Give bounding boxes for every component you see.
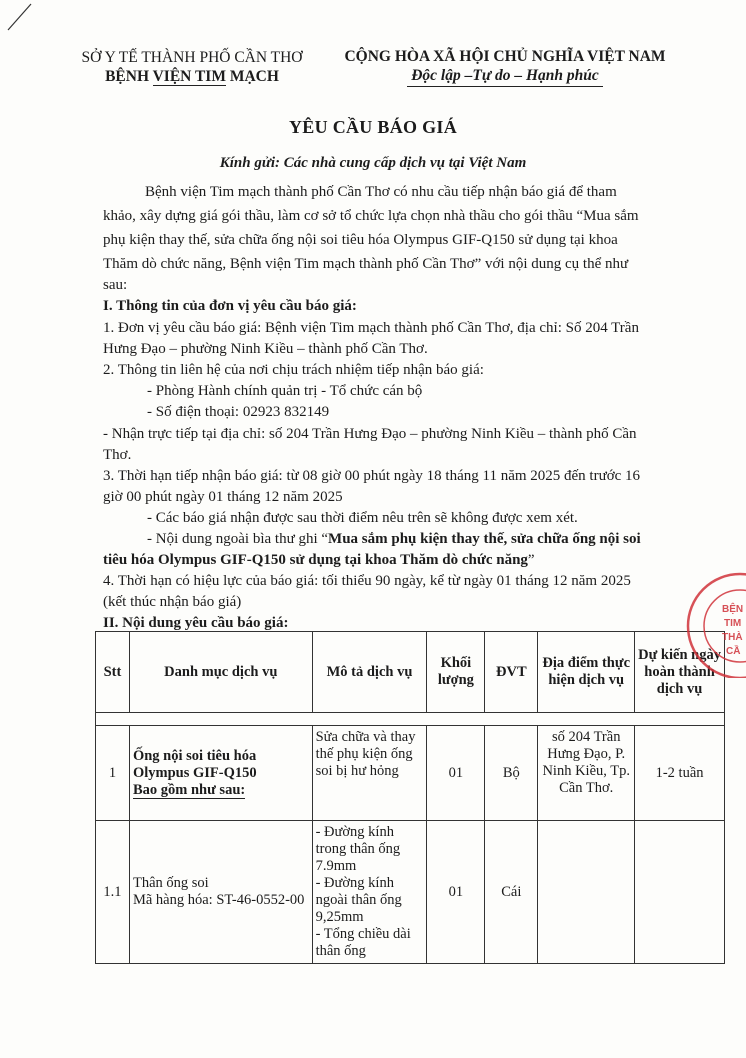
- item-1: 1. Đơn vị yêu cầu báo giá: Bệnh viện Tim mạch thành phố Cần Thơ, địa chỉ: Số 204 Trần: [103, 320, 639, 336]
- row-quantity: 01: [427, 821, 485, 964]
- row-location: [538, 821, 635, 964]
- table-header-row: [96, 632, 725, 713]
- item-3-envelope-note: - Nội dung ngoài bìa thư ghi “Mua sắm phụ kiện thay thế, sửa chữa ống nội soi: [147, 531, 641, 547]
- item-2: 2. Thông tin liên hệ của nơi chịu trách nhiệm tiếp nhận báo giá:: [103, 362, 484, 378]
- direct-delivery: - Nhận trực tiếp tại địa chỉ: số 204 Trần Hưng Đạo – phường Ninh Kiều – thành phố Cần: [103, 426, 637, 442]
- row-stt: 1.1: [96, 821, 130, 964]
- column-header: Danh mục dịch vụ: [129, 632, 312, 713]
- intro-line: khảo, xây dựng giá gói thầu, làm cơ sở tổ chức lựa chọn nhà thầu cho gói thầu “Mua sắm: [103, 208, 639, 224]
- column-header: Mô tả dịch vụ: [312, 632, 427, 713]
- row-unit: Cái: [485, 821, 538, 964]
- red-seal-stamp: [682, 568, 746, 678]
- column-header: Stt: [96, 632, 130, 713]
- item-2-phone: - Số điện thoại: 02923 832149: [147, 404, 330, 420]
- item-4: (kết thúc nhận báo giá): [103, 594, 242, 610]
- column-header: Dự kiến ngày hoàn thành dịch vụ: [635, 632, 725, 713]
- svg-text:BỆN: BỆN: [722, 604, 744, 615]
- intro-line: Bệnh viện Tim mạch thành phố Cần Thơ có nhu cầu tiếp nhận báo giá để tham: [145, 184, 617, 200]
- department-name: SỞ Y TẾ THÀNH PHỐ CẦN THƠ: [81, 49, 303, 66]
- row-duration: [635, 821, 725, 964]
- item-3-envelope-note: tiêu hóa Olympus GIF-Q150 sử dụng tại khoa Thăm dò chức năng”: [103, 552, 535, 568]
- svg-text:THÀ: THÀ: [722, 632, 743, 643]
- item-3: giờ 00 phút ngày 01 tháng 12 năm 2025: [103, 489, 343, 505]
- section-2-heading: II. Nội dung yêu cầu báo giá:: [103, 615, 289, 631]
- intro-line: Thăm dò chức năng, Bệnh viện Tim mạch thành phố Cần Thơ” với nội dung cụ thể như: [103, 256, 629, 272]
- row-description: - Đường kính trong thân ống 7.9mm - Đường kính ngoài thân ống 9,25mm - Tổng chiều dài thân ống: [312, 821, 427, 964]
- intro-line: phụ kiện thay thế, sửa chữa ống nội soi tiêu hóa Olympus GIF-Q150 sử dụng tại khoa: [103, 232, 618, 248]
- direct-delivery: Thơ.: [103, 447, 132, 463]
- item-1: Hưng Đạo – phường Ninh Kiều – thành phố Cần Thơ.: [103, 341, 428, 357]
- document-title: YÊU CẦU BÁO GIÁ: [288, 117, 457, 137]
- motto: Độc lập –Tự do – Hạnh phúc: [407, 66, 603, 87]
- item-4: 4. Thời hạn có hiệu lực của báo giá: tối thiểu 90 ngày, kể từ ngày 01 tháng 12 năm 2025: [103, 573, 631, 589]
- svg-text:CẦ: CẦ: [726, 646, 741, 657]
- item-3: 3. Thời hạn tiếp nhận báo giá: từ 08 giờ 00 phút ngày 18 tháng 11 năm 2025 đến trước 16: [103, 468, 641, 484]
- row-duration: 1-2 tuần: [635, 726, 725, 821]
- row-service: Ống nội soi tiêu hóa Olympus GIF-Q150 Bao gồm như sau:: [129, 726, 312, 821]
- scan-mark: [4, 0, 34, 34]
- quote-table: [95, 631, 725, 964]
- column-header: ĐVT: [485, 632, 538, 713]
- intro-line: sau:: [103, 277, 128, 293]
- table-row: [96, 726, 725, 821]
- row-quantity: 01: [427, 726, 485, 821]
- issuing-authority: [72, 48, 312, 86]
- table-spacer-row: [96, 713, 725, 726]
- section-1-heading: I. Thông tin của đơn vị yêu cầu báo giá:: [103, 298, 357, 314]
- row-description: Sửa chữa và thay thế phụ kiện ống soi bị hư hỏng: [312, 726, 427, 821]
- table-row: [96, 821, 725, 964]
- row-location: số 204 Trần Hưng Đạo, P. Ninh Kiều, Tp. Cần Thơ.: [538, 726, 635, 821]
- hospital-name: BỆNH VIỆN TIM MẠCH: [105, 68, 279, 85]
- country-name: CỘNG HÒA XÃ HỘI CHỦ NGHĨA VIỆT NAM: [344, 48, 666, 65]
- column-header: Địa điểm thực hiện dịch vụ: [538, 632, 635, 713]
- item-3-late-note: - Các báo giá nhận được sau thời điểm nêu trên sẽ không được xem xét.: [147, 510, 578, 526]
- row-unit: Bộ: [485, 726, 538, 821]
- row-service: Thân ống soi Mã hàng hóa: ST-46-0552-00: [129, 821, 312, 964]
- svg-text:TIM: TIM: [724, 618, 742, 629]
- national-motto: [330, 47, 680, 87]
- column-header: Khối lượng: [427, 632, 485, 713]
- greeting: Kính gửi: Các nhà cung cấp dịch vụ tại Việt Nam: [219, 155, 527, 171]
- row-stt: 1: [96, 726, 130, 821]
- item-2-office: - Phòng Hành chính quản trị - Tổ chức cán bộ: [147, 383, 423, 399]
